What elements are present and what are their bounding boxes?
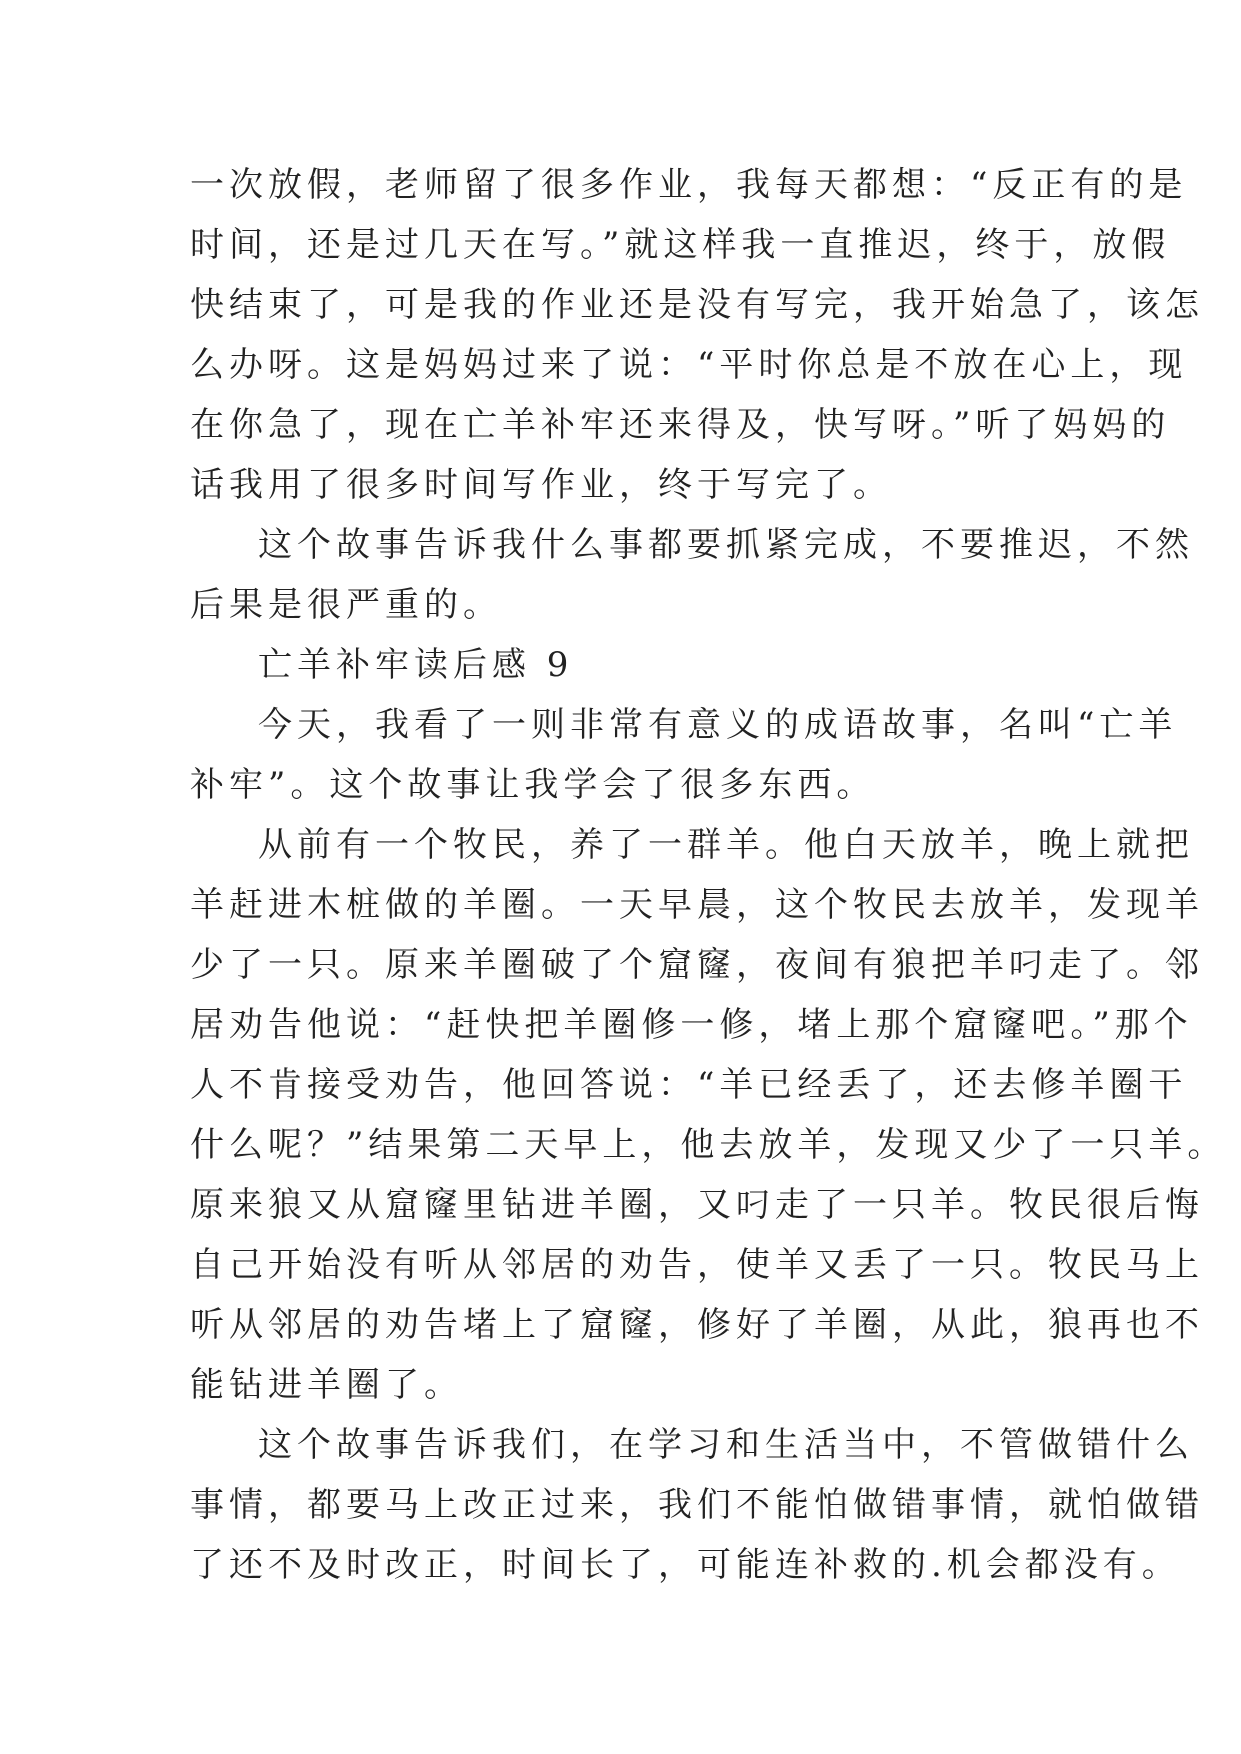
- text-line: 少了一只。原来羊圈破了个窟窿，夜间有狼把羊叼走了。邻: [190, 945, 1204, 985]
- text-line: 从前有一个牧民，养了一群羊。他白天放羊，晚上就把: [258, 825, 1194, 865]
- text-line: 什么呢？”结果第二天早上，他去放羊，发现又少了一只羊。: [190, 1125, 1227, 1165]
- text-line: 了还不及时改正，时间长了，可能连补救的.机会都没有。: [190, 1545, 1181, 1585]
- text-line: 今天，我看了一则非常有意义的成语故事，名叫“亡羊: [258, 705, 1178, 745]
- text-line: 一次放假，老师留了很多作业，我每天都想：“反正有的是: [190, 165, 1188, 205]
- text-line: 羊赶进木桩做的羊圈。一天早晨，这个牧民去放羊，发现羊: [190, 885, 1204, 925]
- text-line: 这个故事告诉我什么事都要抓紧完成，不要推迟，不然: [258, 525, 1194, 565]
- text-line: 快结束了，可是我的作业还是没有写完，我开始急了，该怎: [190, 285, 1204, 325]
- text-line: 听从邻居的劝告堵上了窟窿，修好了羊圈，从此，狼再也不: [190, 1305, 1204, 1345]
- text-line: 事情，都要马上改正过来，我们不能怕做错事情，就怕做错: [190, 1485, 1204, 1525]
- text-line: 时间，还是过几天在写。”就这样我一直推迟，终于，放假: [190, 225, 1171, 265]
- document-body: [190, 155, 1227, 1595]
- text-line: 后果是很严重的。: [190, 585, 502, 625]
- text-line: 原来狼又从窟窿里钻进羊圈，又叼走了一只羊。牧民很后悔: [190, 1185, 1204, 1225]
- text-line: 自己开始没有听从邻居的劝告，使羊又丢了一只。牧民马上: [190, 1245, 1204, 1285]
- text-line: 能钻进羊圈了。: [190, 1365, 463, 1405]
- text-line: 话我用了很多时间写作业，终于写完了。: [190, 465, 892, 505]
- text-line: 在你急了，现在亡羊补牢还来得及，快写呀。”听了妈妈的: [190, 405, 1171, 445]
- text-line: 居劝告他说：“赶快把羊圈修一修，堵上那个窟窿吧。”那个: [190, 1005, 1193, 1045]
- text-line: 这个故事告诉我们，在学习和生活当中，不管做错什么: [258, 1425, 1194, 1465]
- text-line: 么办呀。这是妈妈过来了说：“平时你总是不放在心上，现: [190, 345, 1188, 385]
- text-line: 亡羊补牢读后感 9: [258, 645, 574, 685]
- text-line: 人不肯接受劝告，他回答说：“羊已经丢了，还去修羊圈干: [190, 1065, 1188, 1105]
- text-line: 补牢”。这个故事让我学会了很多东西。: [190, 765, 876, 805]
